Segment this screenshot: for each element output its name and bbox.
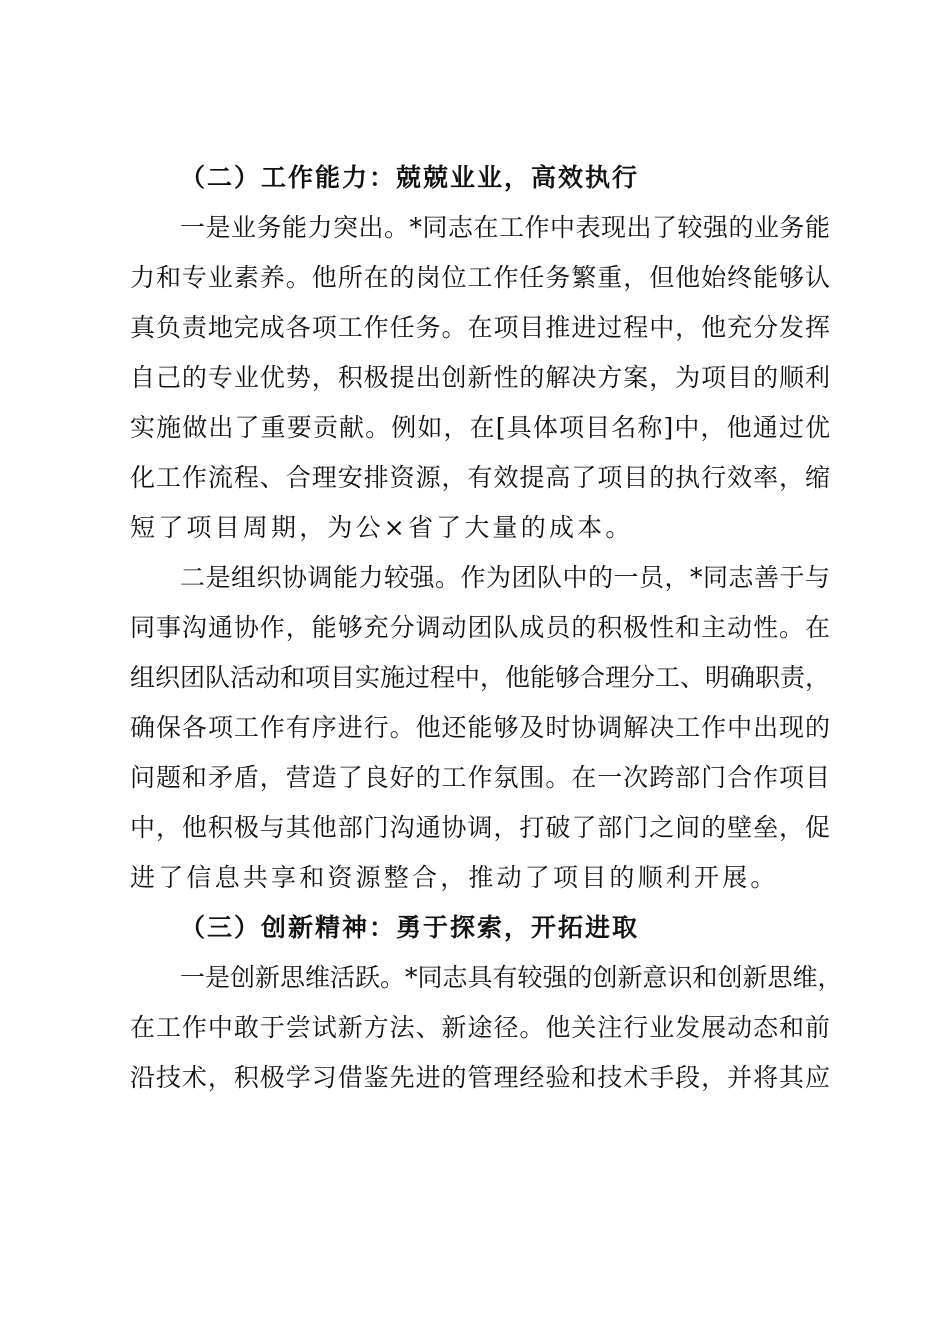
paragraph-line: 沿技术，积极学习借鉴先进的管理经验和技术手段，并将其应	[130, 1063, 830, 1092]
paragraph-line: 实施做出了重要贡献。例如，在[具体项目名称]中，他通过优	[130, 413, 830, 442]
paragraph-line: 一是业务能力突出。*同志在工作中表现出了较强的业务能	[180, 213, 830, 242]
paragraph-line: 一是创新思维活跃。*同志具有较强的创新意识和创新思维，	[180, 963, 843, 992]
section-heading: （三）创新精神：勇于探索，开拓进取	[180, 913, 640, 942]
paragraph-line: 短了项目周期，为公×省了大量的成本。	[130, 513, 634, 542]
paragraph-line: 在工作中敢于尝试新方法、新途径。他关注行业发展动态和前	[130, 1013, 830, 1042]
paragraph-line: 同事沟通协作，能够充分调动团队成员的积极性和主动性。在	[130, 613, 830, 642]
paragraph-line: 中，他积极与其他部门沟通协调，打破了部门之间的壁垒，促	[130, 813, 830, 842]
paragraph-line: 确保各项工作有序进行。他还能够及时协调解决工作中出现的	[130, 713, 830, 742]
paragraph-line: 组织团队活动和项目实施过程中，他能够合理分工、明确职责，	[130, 663, 831, 692]
paragraph-line: 力和专业素养。他所在的岗位工作任务繁重，但他始终能够认	[130, 263, 830, 292]
paragraph-line: 二是组织协调能力较强。作为团队中的一员，*同志善于与	[180, 563, 830, 592]
paragraph-line: 化工作流程、合理安排资源，有效提高了项目的执行效率，缩	[130, 463, 830, 492]
section-heading: （二）工作能力：兢兢业业，高效执行	[180, 163, 640, 192]
paragraph-line: 自己的专业优势，积极提出创新性的解决方案，为项目的顺利	[130, 363, 830, 392]
paragraph-line: 真负责地完成各项工作任务。在项目推进过程中，他充分发挥	[130, 313, 830, 342]
paragraph-line: 问题和矛盾，营造了良好的工作氛围。在一次跨部门合作项目	[130, 763, 830, 792]
paragraph-line: 进了信息共享和资源整合，推动了项目的顺利开展。	[130, 863, 779, 892]
